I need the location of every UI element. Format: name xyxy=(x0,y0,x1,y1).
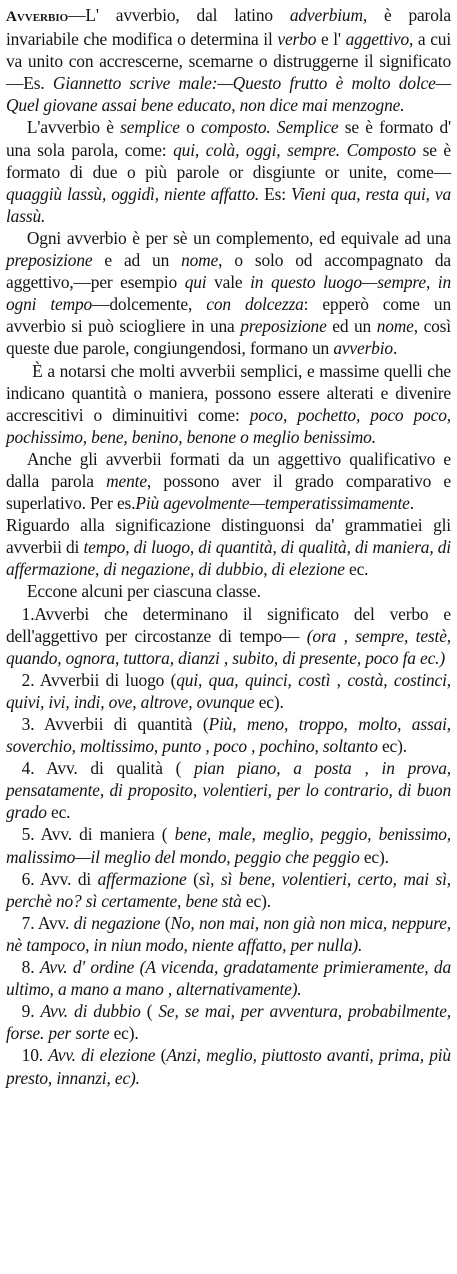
body-text: , a cui va unito con accrescerne, scemarne o distruggerne il significato—Es. xyxy=(6,29,452,94)
paragraph-classe-2 xyxy=(6,669,451,713)
italic-text: quaggiù lassù, oggidì, niente affatto. xyxy=(6,183,260,204)
paragraph-complemento xyxy=(6,227,451,360)
body-text: —dolcemente, xyxy=(92,294,207,315)
body-text: ( xyxy=(160,912,171,933)
body-text: ec. xyxy=(344,559,369,580)
body-text: , è parola invariabile che modifica o determina il xyxy=(6,5,451,50)
italic-text: avverbio xyxy=(333,338,393,359)
body-text: 1.Avverbi che determinano il significato del verbo e dell'aggettivo per circostanze di tempo— xyxy=(6,603,451,646)
italic-text: No, non mai, non già non mica, neppure, nè tampoco, in niun modo, niente affatto, per nulla). xyxy=(6,912,451,955)
italic-text: con dolcezza xyxy=(206,294,304,315)
paragraph-classe-8 xyxy=(6,956,451,1000)
body-text: . xyxy=(409,493,414,514)
paragraph-classe-4 xyxy=(6,757,451,823)
body-text: e ad un xyxy=(92,250,182,271)
entry-heading: Avverbio xyxy=(6,9,69,25)
italic-text: in questo luogo—sempre, in ogni tempo xyxy=(6,272,452,315)
body-text: ( xyxy=(140,1001,159,1022)
paragraph-classe-10 xyxy=(6,1044,451,1088)
italic-text: Avv. di dubbio xyxy=(40,1001,141,1022)
body-text: 6. Avv. di xyxy=(21,868,98,889)
body-text: e l' xyxy=(316,29,346,50)
italic-text: pian piano, a posta , in prova, pensatamente, di proposito, volentieri, per lo contrario, di buon grado xyxy=(6,758,451,823)
body-text: 10. xyxy=(21,1045,49,1066)
body-text: 3. Avverbii di quantità ( xyxy=(21,714,209,734)
body-text: ed un xyxy=(326,316,377,337)
body-text: Es: xyxy=(259,183,291,204)
italic-text: Vieni qua, resta qui, va lassù. xyxy=(6,183,451,226)
italic-text: qui xyxy=(184,272,207,293)
italic-text: tempo, di luogo, di quantità, di qualità, di maniera, di affermazione, di negazione, di dubbio, di elezione xyxy=(6,537,451,580)
body-text: , possono aver il grado comparativo e superlativo. Per es. xyxy=(6,470,451,514)
italic-text: qui, colà, oggi, sempre. Composto xyxy=(173,139,416,160)
italic-text: Avv. di elezione xyxy=(48,1045,156,1066)
italic-text: sì, sì bene, volentieri, certo, mai sì, perchè no? sì certamente, bene stà xyxy=(6,868,452,911)
body-text: ec). xyxy=(359,846,389,867)
italic-text: affermazione xyxy=(97,868,187,889)
body-text: ec). xyxy=(109,1023,139,1044)
italic-text: preposizione xyxy=(6,250,93,271)
body-text: o xyxy=(179,117,201,138)
paragraph-avverbio-intro xyxy=(6,4,451,116)
italic-text: verbo xyxy=(277,29,317,50)
paragraph-classe-6 xyxy=(6,868,451,912)
italic-text: di negazione xyxy=(73,912,161,933)
italic-text: Anzi, meglio, piuttosto avanti, prima, più presto, innanzi, ec). xyxy=(6,1045,451,1088)
body-text: —L' avverbio, dal latino xyxy=(68,5,290,25)
body-text: 8. xyxy=(21,957,40,978)
paragraph-eccone xyxy=(6,580,451,602)
italic-text: composto. Semplice xyxy=(200,117,339,138)
body-text: Riguardo alla significazione distinguonsi da' grammatiei gli avverbii di xyxy=(6,515,451,558)
paragraph-comparativo xyxy=(6,448,451,514)
body-text: ( xyxy=(186,868,199,889)
italic-text: qui, qua, quinci, costì , costà, costinci, quivi, ivi, indi, ove, altrove, ovunque xyxy=(6,669,452,712)
body-text: : epperò come un avverbio si può sciogliere in una xyxy=(6,294,451,337)
italic-text: Più agevolmente—temperatissimamente xyxy=(135,493,410,514)
paragraph-classe-7 xyxy=(6,912,451,956)
body-text: se è formato d' una sola parola, come: xyxy=(6,117,451,160)
body-text: ec). xyxy=(377,736,407,757)
italic-text: Se, se mai, per avventura, probabilmente, forse. per sorte xyxy=(6,1001,451,1044)
italic-text: adverbium xyxy=(289,5,363,25)
italic-text: bene, male, meglio, peggio, benissimo, malissimo—il meglio del mondo, peggio che peggio xyxy=(6,824,451,867)
body-text: . xyxy=(392,338,398,359)
body-text: ( xyxy=(155,1045,167,1066)
body-text: Anche gli avverbii formati da un aggettivo qualificativo e dalla parola xyxy=(6,448,451,491)
body-text: vale xyxy=(206,272,251,293)
body-text: 5. Avv. di maniera ( xyxy=(21,824,175,845)
paragraph-classe-5 xyxy=(6,823,451,867)
italic-text: aggettivo xyxy=(345,29,410,50)
italic-text: Più, meno, troppo, molto, assai, soverchio, moltissimo, punto , poco , pochino, soltanto xyxy=(6,714,451,757)
paragraph-classe-9 xyxy=(6,1000,451,1044)
italic-text: mente xyxy=(106,470,147,491)
body-text: , così queste due parole, congiungendosi, formano un xyxy=(6,316,451,359)
italic-text: preposizione xyxy=(240,316,327,337)
paragraph-classe-1 xyxy=(6,603,451,669)
body-text: L'avverbio è xyxy=(26,117,121,138)
paragraph-alterati xyxy=(6,360,451,448)
body-text: ec). xyxy=(241,890,271,911)
paragraph-significazione xyxy=(6,514,451,580)
body-text: ec. xyxy=(46,802,71,823)
italic-text: (ora , sempre, testè, quando, ognora, tuttora, dianzi , subito, di presente, poco fa ec.) xyxy=(6,625,451,668)
paragraph-semplice-composto xyxy=(6,116,451,226)
italic-text: poco, pochetto, poco poco, pochissimo, bene, benino, benone o meglio benissimo. xyxy=(6,404,451,447)
body-text: 9. xyxy=(21,1001,41,1022)
italic-text: Giannetto scrive male:—Questo frutto è molto dolce—Quel giovane assai bene educato, non dice mai menzogne. xyxy=(6,73,451,116)
body-text: Ogni avverbio è per sè un complemento, ed equivale ad una xyxy=(26,227,451,248)
italic-text: Avv. d' ordine (A vicenda, gradatamente primieramente, da ultimo, a mano a mano , alternativamente). xyxy=(6,957,451,1000)
body-text: 2. Avverbii di luogo ( xyxy=(21,669,177,690)
paragraph-classe-3 xyxy=(6,713,451,757)
italic-text: semplice xyxy=(120,117,180,138)
body-text: È a notarsi che molti avverbii semplici, e massime quelli che indicano quantità o maniera, possono essere alterati e divenire accrescitivi o diminuitivi come: xyxy=(6,360,451,425)
body-text: , o solo od accompagnato da aggettivo,—per esempio xyxy=(6,250,451,293)
body-text: 4. Avv. di qualità ( xyxy=(21,758,195,779)
body-text: ec). xyxy=(254,691,284,712)
italic-text: nome xyxy=(181,250,219,271)
italic-text: nome xyxy=(376,316,414,337)
body-text: 7. Avv. xyxy=(21,912,74,933)
body-text: Eccone alcuni per ciascuna classe. xyxy=(26,581,261,602)
body-text: se è formato di due o più parole or disgiunte or unite, come— xyxy=(6,139,451,182)
